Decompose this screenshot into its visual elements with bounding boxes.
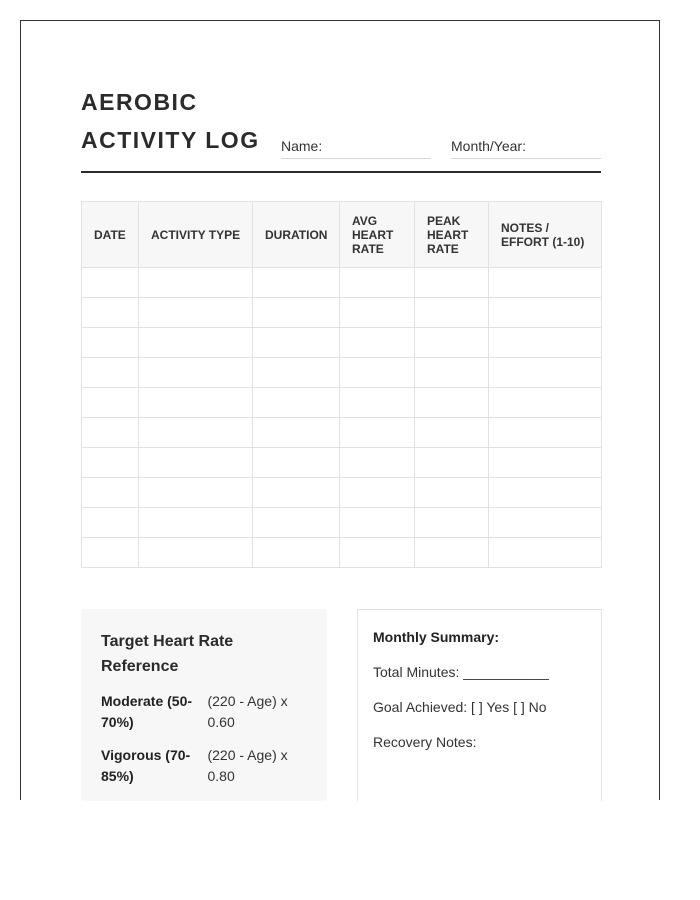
column-header-activity-type: ACTIVITY TYPE <box>139 202 253 268</box>
table-cell[interactable] <box>253 478 340 508</box>
table-cell[interactable] <box>139 298 253 328</box>
month-year-label: Month/Year: <box>451 138 526 154</box>
title-line-2: ACTIVITY LOG <box>81 127 260 153</box>
table-header-row <box>82 202 602 268</box>
recovery-notes-line[interactable]: Recovery Notes: <box>373 734 477 750</box>
table-cell[interactable] <box>340 388 415 418</box>
table-cell[interactable] <box>82 358 139 388</box>
table-cell[interactable] <box>340 448 415 478</box>
table-cell[interactable] <box>415 328 489 358</box>
table-cell[interactable] <box>139 388 253 418</box>
table-cell[interactable] <box>340 298 415 328</box>
table-cell[interactable] <box>82 328 139 358</box>
table-cell[interactable] <box>253 418 340 448</box>
table-row <box>82 508 602 538</box>
monthly-summary-box <box>357 609 602 801</box>
table-cell[interactable] <box>489 268 602 298</box>
table-cell[interactable] <box>253 538 340 568</box>
summary-title: Monthly Summary: <box>373 629 500 645</box>
table-row <box>82 358 602 388</box>
name-label: Name: <box>281 138 323 154</box>
table-cell[interactable] <box>139 268 253 298</box>
table-cell[interactable] <box>340 538 415 568</box>
table-cell[interactable] <box>489 508 602 538</box>
table-cell[interactable] <box>139 328 253 358</box>
reference-row-vigorous <box>101 745 307 787</box>
table-cell[interactable] <box>340 478 415 508</box>
table-cell[interactable] <box>139 538 253 568</box>
table-row <box>82 448 602 478</box>
table-cell[interactable] <box>489 538 602 568</box>
table-row <box>82 538 602 568</box>
table-cell[interactable] <box>340 358 415 388</box>
table-cell[interactable] <box>489 478 602 508</box>
table-cell[interactable] <box>253 298 340 328</box>
table-cell[interactable] <box>139 478 253 508</box>
reference-title: Target Heart Rate Reference <box>101 633 234 675</box>
table-cell[interactable] <box>82 268 139 298</box>
table-cell[interactable] <box>489 448 602 478</box>
column-header-duration: DURATION <box>253 202 340 268</box>
table-row <box>82 298 602 328</box>
table-cell[interactable] <box>253 328 340 358</box>
table-body <box>82 268 602 568</box>
table-cell[interactable] <box>139 448 253 478</box>
table-cell[interactable] <box>415 268 489 298</box>
log-page <box>20 20 660 800</box>
peak-heart-rate-text: PEAK HEART RATE <box>427 213 469 256</box>
table-cell[interactable] <box>139 358 253 388</box>
table-cell[interactable] <box>489 328 602 358</box>
notes-effort-text: NOTES / EFFORT (1-10) <box>501 220 585 249</box>
table-cell[interactable] <box>489 358 602 388</box>
month-year-field[interactable] <box>451 136 601 159</box>
table-cell[interactable] <box>82 418 139 448</box>
page-title <box>81 83 281 159</box>
column-header-avg-heart-rate <box>340 202 415 268</box>
table-cell[interactable] <box>253 358 340 388</box>
reference-label: Moderate (50-70%) <box>101 693 193 730</box>
column-header-date: DATE <box>82 202 139 268</box>
table-cell[interactable] <box>253 448 340 478</box>
table-cell[interactable] <box>489 388 602 418</box>
table-cell[interactable] <box>415 418 489 448</box>
table-cell[interactable] <box>489 418 602 448</box>
heart-rate-reference-box <box>81 609 327 801</box>
column-header-peak-heart-rate <box>415 202 489 268</box>
table-cell[interactable] <box>415 358 489 388</box>
table-cell[interactable] <box>139 508 253 538</box>
table-cell[interactable] <box>82 298 139 328</box>
table-cell[interactable] <box>415 508 489 538</box>
table-row <box>82 328 602 358</box>
table-cell[interactable] <box>253 388 340 418</box>
total-minutes-line[interactable]: Total Minutes: ___________ <box>373 664 549 680</box>
page-header <box>81 83 601 173</box>
table-cell[interactable] <box>82 538 139 568</box>
table-cell[interactable] <box>253 268 340 298</box>
table-cell[interactable] <box>139 418 253 448</box>
reference-label: Vigorous (70-85%) <box>101 747 191 784</box>
table-cell[interactable] <box>415 298 489 328</box>
table-cell[interactable] <box>340 508 415 538</box>
table-cell[interactable] <box>82 388 139 418</box>
table-cell[interactable] <box>82 478 139 508</box>
table-cell[interactable] <box>340 268 415 298</box>
reference-row-moderate <box>101 691 307 733</box>
table-cell[interactable] <box>82 448 139 478</box>
table-cell[interactable] <box>489 298 602 328</box>
table-row <box>82 388 602 418</box>
table-cell[interactable] <box>415 478 489 508</box>
table-cell[interactable] <box>82 508 139 538</box>
goal-achieved-line[interactable]: Goal Achieved: [ ] Yes [ ] No <box>373 699 547 715</box>
table-cell[interactable] <box>415 538 489 568</box>
column-header-notes-effort <box>489 202 602 268</box>
table-cell[interactable] <box>415 448 489 478</box>
table-cell[interactable] <box>415 388 489 418</box>
reference-value: (220 - Age) x 0.60 <box>207 693 288 730</box>
title-line-1: AEROBIC <box>81 89 198 115</box>
avg-heart-rate-text: AVG HEART RATE <box>352 213 394 256</box>
table-cell[interactable] <box>340 328 415 358</box>
table-row <box>82 478 602 508</box>
activity-log-table <box>81 201 602 568</box>
table-cell[interactable] <box>340 418 415 448</box>
reference-value: (220 - Age) x 0.80 <box>207 747 288 784</box>
table-cell[interactable] <box>253 508 340 538</box>
table-row <box>82 268 602 298</box>
table-row <box>82 418 602 448</box>
name-field[interactable] <box>281 136 431 159</box>
